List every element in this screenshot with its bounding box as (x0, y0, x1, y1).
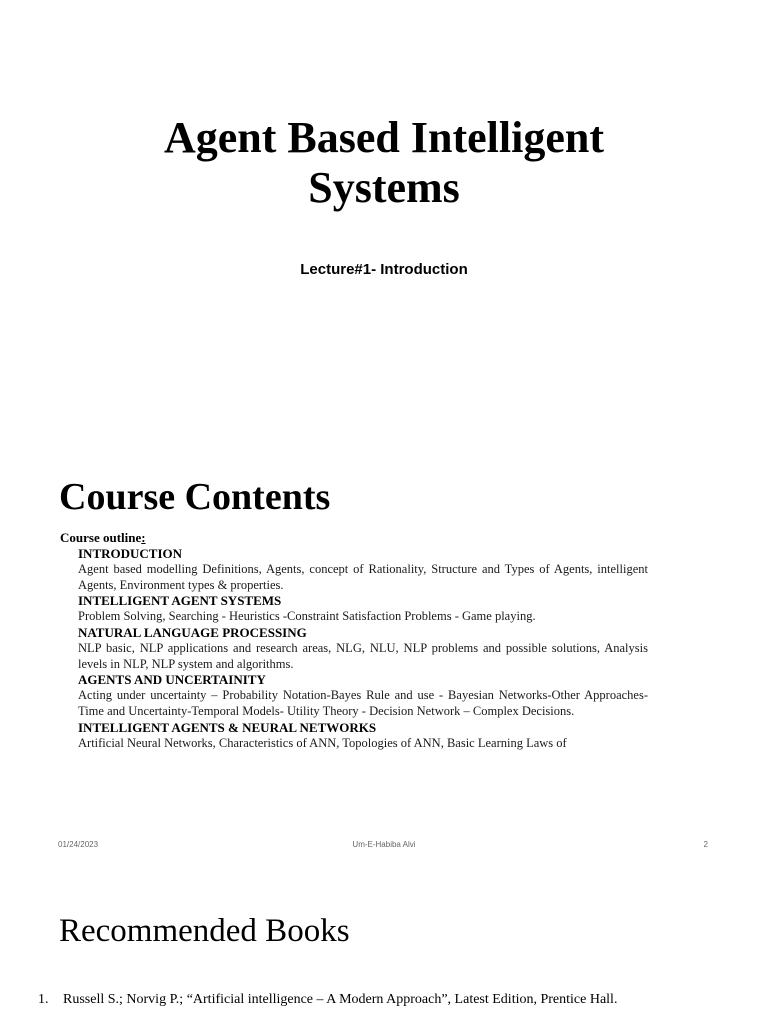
outline-section (78, 672, 648, 719)
recommended-books-slide (0, 860, 768, 1024)
outline-section-title: INTELLIGENT AGENT SYSTEMS (78, 593, 282, 609)
outline-section-body: NLP basic, NLP applications and research areas, NLG, NLU, NLP problems and possible solutions, Analysis levels in NLP, NLP system and algorithms. (78, 640, 648, 671)
course-contents-heading: Course Contents (59, 476, 331, 518)
footer-date: 01/24/2023 (58, 840, 99, 849)
outline-section-body: Problem Solving, Searching - Heuristics -Constraint Satisfaction Problems - Game playing. (78, 609, 536, 624)
slide-title (0, 113, 768, 213)
outline-section-title: INTRODUCTION (78, 546, 183, 561)
outline-section (78, 593, 648, 625)
slide-subtitle: Lecture#1- Introduction (300, 261, 468, 278)
outline-section-title: AGENTS AND UNCERTAINITY (78, 672, 266, 688)
outline-section-title: INTELLIGENT AGENTS & NEURAL NETWORKS (78, 719, 377, 735)
course-outline-label-text: Course outline (60, 530, 142, 545)
outline-section (78, 546, 648, 593)
course-outline-colon: : (141, 530, 146, 545)
footer-page-number: 2 (703, 840, 708, 849)
footer-author: Um-E-Habiba Alvi (352, 840, 416, 849)
course-contents-slide (0, 440, 768, 860)
outline-section-body: Acting under uncertainty – Probability Notation-Bayes Rule and use - Bayesian Networks-Other Approaches-Time and Uncertainty-Temporal Models- Utility Theory - Decision Network – Complex Decisions. (78, 688, 648, 718)
outline-section-title: NATURAL LANGUAGE PROCESSING (78, 624, 307, 640)
course-outline-label (60, 530, 146, 545)
book-number: 1. (38, 992, 49, 1007)
book-citation: Russell S.; Norvig P.; “Artificial intelligence – A Modern Approach”, Latest Edition, Prentice Hall. (63, 992, 618, 1007)
course-outline-list (78, 546, 648, 751)
outline-section (78, 625, 648, 672)
title-slide (0, 0, 768, 440)
slide-title-line-1: Agent Based Intelligent (164, 113, 604, 162)
book-list-item (38, 992, 668, 1008)
outline-section-body: Agent based modelling Definitions, Agents, concept of Rationality, Structure and Types of Agents, intelligent Agents, Environment types & properties. (78, 561, 648, 592)
outline-section-body: Artificial Neural Networks, Characteristics of ANN, Topologies of ANN, Basic Learning Laws of (78, 735, 567, 750)
slide-title-line-2: Systems (308, 163, 460, 212)
outline-section (78, 720, 648, 752)
recommended-books-heading: Recommended Books (59, 913, 350, 949)
